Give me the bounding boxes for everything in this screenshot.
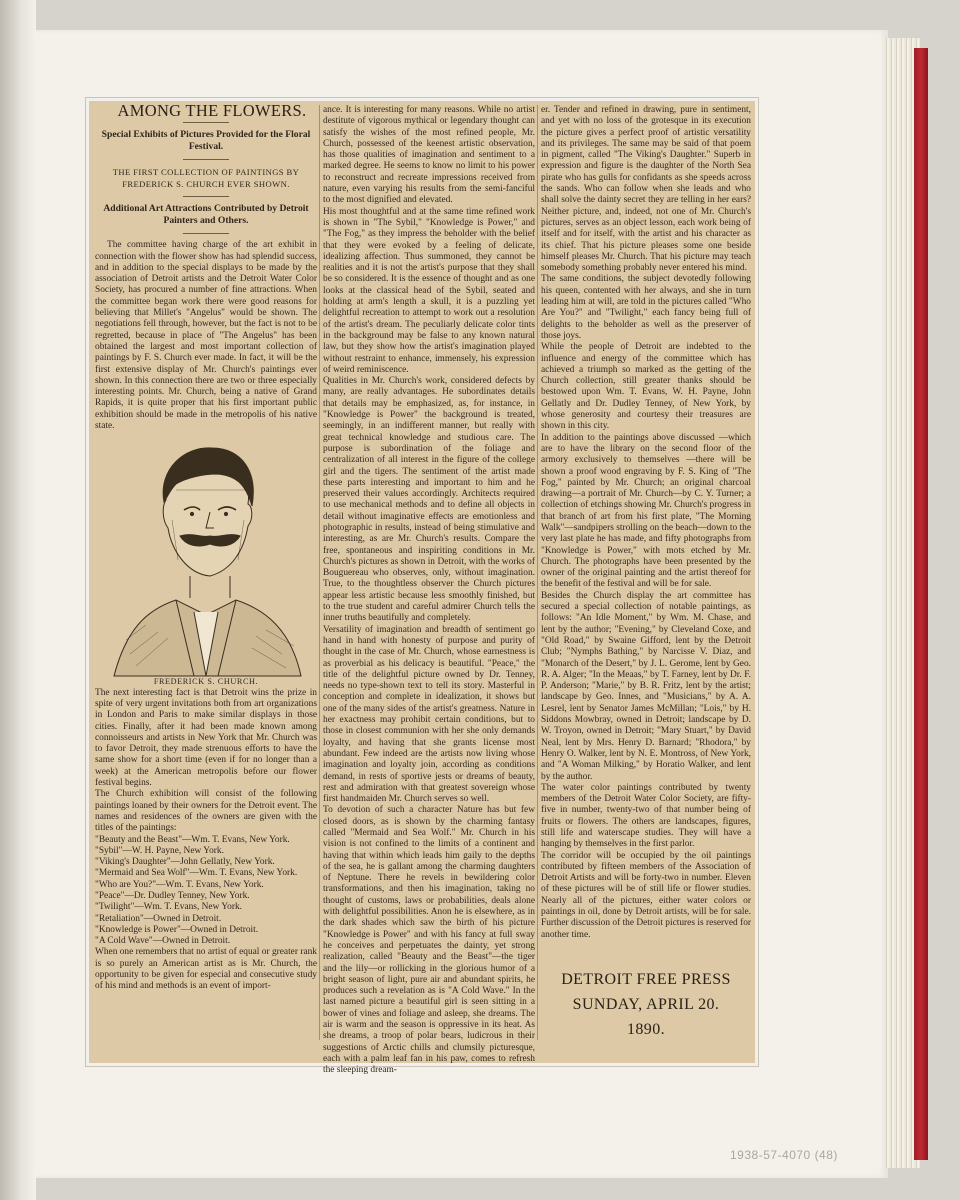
portrait-engraving (106, 440, 306, 676)
red-cover-edge (914, 48, 928, 1160)
divider (183, 122, 229, 123)
article-intro: The committee having charge of the art exhibit in connection with the flower show has had splendid success, and in addition to the special displays to be made by the association of Detroit artists and the Detroit Water Color Society, has procured a number of fine attractions. When the committee began work there were good reasons for believing that Millet's "Angelus" would be shown. The negotiations fell through, however, but the fact is not to be regretted, because in place of "The Angelus" has been obtained the largest and most important collection of paintings by F. S. Church ever made. In fact, it will be the first extensive display of Mr. Church's paintings ever shown. In this connection there are two or three especially interesting points. Mr. Church, being a native of Grand Rapids, it is quite proper that his first important public exhibition should be made in the metropolis of his native state. (95, 240, 317, 432)
newspaper-name: DETROIT FREE PRESS (561, 971, 731, 988)
column-rule (537, 105, 538, 1040)
headline: AMONG THE FLOWERS. (117, 101, 307, 120)
subheadline-1: Special Exhibits of Pictures Provided for the Floral Festival. (101, 129, 311, 153)
subheadline-2: THE FIRST COLLECTION OF PAINTINGS BY FREDERICK S. CHURCH EVER SHOWN. (112, 167, 300, 190)
column-rule (319, 105, 320, 1040)
dateline: SUNDAY, APRIL 20. (572, 996, 720, 1013)
newspaper-clipping (86, 98, 758, 1076)
column-2 (323, 105, 535, 1076)
article-column-3: er. Tender and refined in drawing, pure in sentiment, and yet with no loss of the grotesque in its execution the picture gives a perfect proof of artistic versatility and its privileges. The same may be said of that poem in pigment, called "The Viking's Daughter." Superb in expression and figure is the daughter of the North Sea pirate who has gulls for confidants as she speeds across the sands. Who can follow when she leads and who shall solve the dainty secret they are telling in her ears? Neither picture, and, indeed, not one of Mr. Church's pictures, serves as an object lesson, each work being of itself and for itself, with the artist and his character as its chief. That his picture pleases some one beside himself pleases Mr. Church. That his picture may teach somebody something probably never entered his mind. The same conditions, the subject devotedly following his queen, contented with her always, and she in turn leading him at will, are told in the pictures called "Who Are You?" and "Twilight," each fancy being full of delights to the beholder as well as the preserver of those joys. While the people of Detroit are indebted to the influence and energy of the committee which has achieved a triumph so marked as the getting of the Church collection, still greater thanks should be bestowed upon Wm. T. Evans, W. H. Payne, John Gellatly and Dr. Dudley Tenney, of New York, by whose generosity and courtesy their treasures are shown in this city. In addition to the paintings above discussed —which are to have the library on the second floor of the armory exclusively to themselves —there will be shown a proof wood engraving by F. S. King of "The Fog," painted by Mr. Church; an original charcoal drawing—a portrait of Mr. Church—by C. Y. Turner; a collection of etchings showing Mr. Church's progress in that branch of art from his first plate, "The Morning Walk"—sandpipers strolling on the beach—down to the very last plate he has made, and fifty photographs from "Knowledge is Power," with mots etched by Mr. Church. The photographs have been presented by the owner of the original painting and the artist thereof for the benefit of the festival and will be for sale. Besides the Church display the art committee has secured a special collection of notable paintings, as follows: "An Idle Moment," by Wm. M. Chase, and lent by the author; "Evening," by Cleveland Coxe, and "Old Road," by Swaine Gifford, lent by the Detroit Club; "Nymphs Bathing," by Narcisse V. Diaz, and "Monarch of the Desert," by J. L. Gerome, lent by Geo. R. A. Alger; "In the Meaas," by T. Farney, lent by Dr. F. P. Anderson; "Marie," by B. R. Fritz, lent by the artist; landscape by Geo. Innes, and "Musicians," by A. A. Lesrel, lent by Senator James McMillan; "Lois," by H. Siddons Mowbray, owned in Detroit; landscape by D. W. Troyon, owned in Detroit; "Mary Stuart," by David Neal, lent by Mrs. Henry D. Barnard; "Rhodora," by Henry O. Walker, lent by N. E. Montross, of New York, and "A Woman Milking," by Horatio Walker, and lent by the author. The water color paintings contributed by twenty members of the Detroit Water Color Society, are fifty-five in number, twenty-two of that number being of fruits or flowers. The others are landscapes, figures, still life and waterscape studies. They will have a hanging by themselves in the first parlor. The corridor will be occupied by the oil paintings contributed by fifteen members of the Association of Detroit Artists and will be forty-two in number. Eleven of these pictures will be of still life or flower studies. Nearly all of the pictures, either water colors or paintings in oil, done by Detroit artists, will be for sale. Further discussion of the Detroit pictures is reserved for another time. (541, 105, 751, 940)
source-masthead (541, 967, 751, 1042)
divider (183, 233, 229, 234)
article-column-2: ance. It is interesting for many reasons. While no artist destitute of vigorous mythical or legendary thought can satisfy the wishes of the most refined people, Mr. Church, possessed of the keenest artistic observation, has those qualities of imagination and sentiment to a marked degree. He seems to know no limit to his power to reconstruct and recreate impressions received from nature, even varying his results from the semi-fanciful to the most dignified and elevated. His most thoughtful and at the same time refined work is shown in "The Sybil," "Knowledge is Power," and "The Fog," as they impress the beholder with the belief that they were evoked by a feeling of delicate, idealizing affection. Thus summoned, they cannot be realities and it is not the artist's purpose that they shall be so considered. It is the essence of thought and as one looks at the classical head of the Sybil, seated and holding at arm's length a skull, it is a puzzling yet delightful recreation to attempt to work out a resolution of the artist's dream. The peculiarly delicate color tints in the background may be false to any known natural law, but they show how the artist's imagination played without restraint to enhance, immensely, his expression of weird reminiscence. Qualities in Mr. Church's work, considered defects by many, are really advantages. He subordinates details that details may be emphasized, as, for instance, in "Knowledge is Power" the background is treated, seemingly, in an indifferent manner, but really with great technical knowledge and studious care. The purpose is subordination of the foliage and centralization of all interest in the figure of the college girl and the tigers. The sentiment of the artist made these parts interesting and important to him and he preserved their values accordingly. Architects required to use mechanical methods and to define all objects in detail without imaginative effects are emotionless and photographic in results, instead of being stimulative and interesting, as are Mr. Church's results. Compare the free, spontaneous and inspiriting conditions in Mr. Church's pictures as shown in Detroit, with the works of Bouguereau who observes, only, without imagination. True, to the thoughtless observer the Church pictures appear less artistic because less smoothly finished, but to the true student and careful admirer Church tells the inner truths beautifully and completely. Versatility of imagination and breadth of sentiment go hand in hand with honesty of purpose and purity of thought in the case of Mr. Church, whose earnestness is as proverbial as his delicacy is beautiful. "Peace," the title of the delightful picture owned by Dr. Tenney, needs no type-shown text to tell its story. Masterful in conception and complete in idealization, it shows but one of the many sides of the artist's greatness. Nature in her exactness may prohibit certain conditions, but to those in closest communion with her she only demands loyalty, and having that she grants license most abundant. Few indeed are the artists now living whose imagination and loyalty join, according as conditions demand, in rests of sportive jests or dreams of beauty, rest and admiration with that greatest sovereign whose first handmaiden Mr. Church serves so well. To devotion of such a character Nature has but few closed doors, as is shown by the charming fantasy called "Mermaid and Sea Wolf." Mr. Church in his vision is not confined to the limits of a continent and having that within which leads him gaily to the depths of the sea, he is gallant among the charming daughters of Neptune. There he revels in bewildering color transformations, and then his imagination, taking no thought of customs, laws or probabilities, deals alone with delightful possibilities. Anon he is elsewhere, as in the dark shades which saw the birth of his picture "Knowledge is Power" and with his fancy at full sway he conceives and perpetuates the dainty, yet strong realization, called "Beauty and the Beast"—the tiger and the lily—or rollicking in the glorious humor of a bright season of light, pure air and abundant spirits, he produces such a revelation as is "A Cold Wave." In the last named picture a beautiful girl is seen sitting in a bower of vines and foliage and asleep, she dreams. The air is warm and the season is oppressive in its heat. As she dreams, a troop of polar bears, ludicrous in their suggestions of Arctic chills and clumsily picturesque, each with a palm leaf fan in his paw, comes to refresh the sleeping dream- (323, 105, 535, 1076)
column-1 (95, 101, 317, 1061)
album-spine (0, 0, 36, 1200)
divider (183, 196, 229, 197)
subheadline-3: Additional Art Attractions Contributed by Detroit Painters and Others. (103, 203, 309, 227)
column-3 (541, 105, 751, 940)
newsprint (89, 101, 755, 1076)
accession-number: 1938-57-4070 (48) (730, 1148, 838, 1162)
portrait-caption: FREDERICK S. CHURCH. (153, 677, 259, 687)
divider (183, 159, 229, 160)
year: 1890. (627, 1021, 665, 1038)
article-continued: The next interesting fact is that Detroit wins the prize in spite of very urgent invitations both from art organizations in London and Paris to make similar displays in those cities. Finally, after it had been made known among connoisseurs and artists in New York that Mr. Church was to favor Detroit, they made strenuous efforts to have the same show for a short time (even if for no longer than a week) at the American metropolis before our flower festival begins. The Church exhibition will consist of the following paintings loaned by their owners for the Detroit event. The names and residences of the owners are given with the titles of the paintings: "Beauty and the Beast"—Wm. T. Evans, New York. "Sybil"—W. H. Payne, New York. "Viking's Daughter"—John Gellatly, New York. "Mermaid and Sea Wolf"—Wm. T. Evans, New York. "Who are You?"—Wm. T. Evans, New York. "Peace"—Dr. Dudley Tenney, New York. "Twilight"—Wm. T. Evans, New York. "Retaliation"—Owned in Detroit. "Knowledge is Power"—Owned in Detroit. "A Cold Wave"—Owned in Detroit. When one remembers that no artist of equal or greater rank is so purely an American artist as is Mr. Church, the opportunity to be given for especial and consecutive study of his mind and methods is an event of import- (95, 687, 317, 992)
